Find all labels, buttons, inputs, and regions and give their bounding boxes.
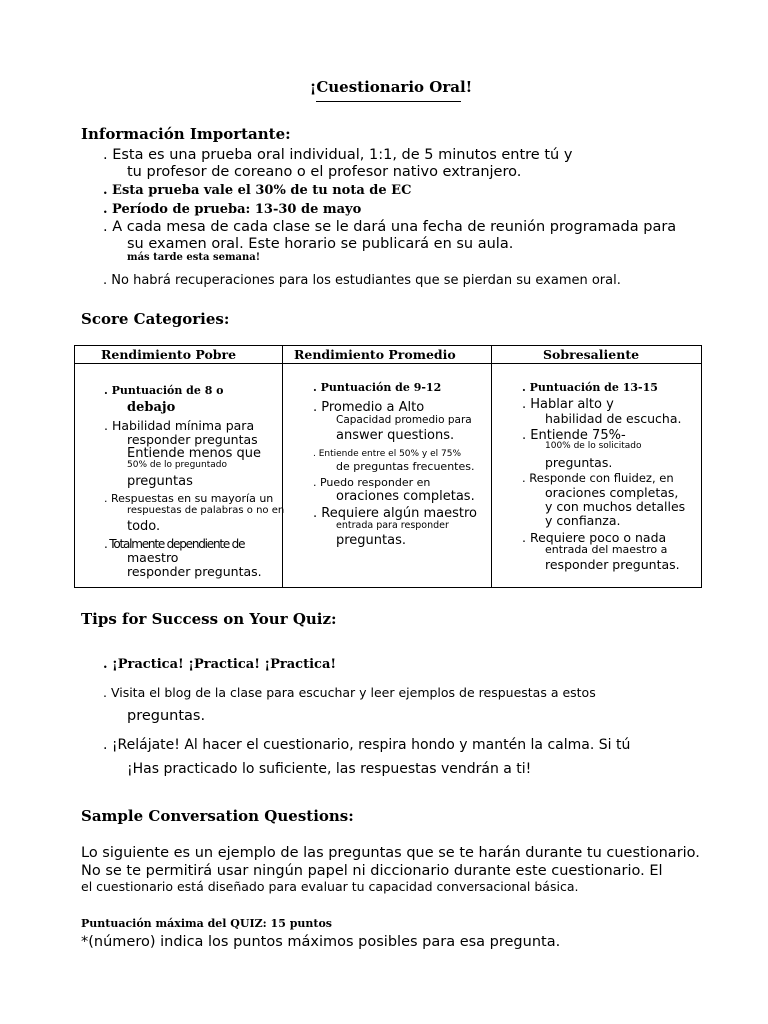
sobresaliente-line: . Puntuación de 13-15 bbox=[522, 381, 658, 394]
promedio-line: . Puntuación de 9-12 bbox=[313, 381, 442, 394]
table-col-divider bbox=[491, 346, 492, 587]
sobresaliente-line: entrada del maestro a bbox=[545, 543, 668, 556]
tips-item-3: . ¡Relájate! Al hacer el cuestionario, respira hondo y mantén la calma. Si tú bbox=[103, 737, 631, 753]
col-header-promedio: Rendimiento Promedio bbox=[294, 347, 456, 362]
sobresaliente-line: . Entiende 75%- bbox=[522, 428, 626, 443]
sample-line-1: Lo siguiente es un ejemplo de las preguntas que se te harán durante tu cuestionario. bbox=[81, 845, 700, 861]
sobresaliente-line: y con muchos detalles bbox=[545, 499, 686, 514]
points-note: *(número) indica los puntos máximos posibles para esa pregunta. bbox=[81, 934, 561, 950]
tips-item-2: . Visita el blog de la clase para escuchar y leer ejemplos de respuestas a estos bbox=[103, 685, 596, 700]
pobre-line: responder preguntas. bbox=[127, 564, 262, 579]
col-header-pobre: Rendimiento Pobre bbox=[101, 347, 237, 362]
promedio-line: . Puedo responder en bbox=[313, 476, 431, 489]
sobresaliente-line: habilidad de escucha. bbox=[545, 411, 682, 426]
sobresaliente-line: preguntas. bbox=[545, 455, 613, 470]
info-item-1: . Esta es una prueba oral individual, 1:1, de 5 minutos entre tú y bbox=[103, 147, 573, 163]
promedio-line: . Requiere algún maestro bbox=[313, 506, 477, 521]
tips-item-1: . ¡Practica! ¡Practica! ¡Practica! bbox=[103, 657, 337, 672]
sample-line-3: el cuestionario está diseñado para evaluar tu capacidad conversacional básica. bbox=[81, 879, 579, 894]
pobre-line: Entiende menos que bbox=[127, 446, 262, 461]
info-item-1-cont: tu profesor de coreano o el profesor nativo extranjero. bbox=[127, 164, 522, 180]
pobre-line: . Respuestas en su mayoría un bbox=[104, 492, 274, 505]
sobresaliente-line: y confianza. bbox=[545, 513, 621, 528]
table-header-divider bbox=[75, 363, 701, 364]
title-underline bbox=[316, 101, 461, 102]
sobresaliente-line: . Responde con fluidez, en bbox=[522, 471, 674, 485]
info-item-4-cont: su examen oral. Este horario se publicará en su aula. bbox=[127, 236, 514, 252]
promedio-line: entrada para responder bbox=[336, 520, 449, 531]
score-table bbox=[74, 345, 702, 588]
pobre-line: . Puntuación de 8 o bbox=[104, 384, 224, 397]
pobre-line: respuestas de palabras o no en bbox=[127, 505, 285, 516]
score-heading: Score Categories: bbox=[81, 310, 230, 328]
tips-item-2-cont: preguntas. bbox=[127, 708, 206, 724]
max-score: Puntuación máxima del QUIZ: 15 puntos bbox=[81, 917, 332, 930]
pobre-line: . Totalmente dependiente de bbox=[104, 537, 245, 551]
sample-line-2: No se te permitirá usar ningún papel ni diccionario durante este cuestionario. El bbox=[81, 863, 663, 879]
promedio-line: de preguntas frecuentes. bbox=[336, 460, 475, 473]
sobresaliente-line: . Requiere poco o nada bbox=[522, 530, 667, 545]
info-item-4: . A cada mesa de cada clase se le dará una fecha de reunión programada para bbox=[103, 219, 677, 235]
promedio-line: oraciones completas. bbox=[336, 489, 475, 504]
sobresaliente-line: 100% de lo solicitado bbox=[545, 441, 642, 451]
promedio-line: answer questions. bbox=[336, 428, 455, 443]
sample-heading: Sample Conversation Questions: bbox=[81, 807, 354, 825]
tips-item-3-cont: ¡Has practicado lo suficiente, las respuestas vendrán a ti! bbox=[127, 761, 532, 777]
promedio-line: Capacidad promedio para bbox=[336, 414, 472, 426]
pobre-line: debajo bbox=[127, 400, 176, 415]
tips-heading: Tips for Success on Your Quiz: bbox=[81, 610, 337, 628]
pobre-line: preguntas bbox=[127, 474, 193, 489]
page-title: ¡Cuestionario Oral! bbox=[309, 78, 473, 96]
sobresaliente-line: responder preguntas. bbox=[545, 557, 680, 572]
col-header-sobresaliente: Sobresaliente bbox=[543, 347, 640, 362]
pobre-line: 50% de lo preguntado bbox=[127, 460, 227, 470]
sobresaliente-line: oraciones completas, bbox=[545, 485, 679, 500]
info-item-5: . No habrá recuperaciones para los estudiantes que se pierdan su examen oral. bbox=[103, 273, 621, 288]
promedio-line: . Entiende entre el 50% y el 75% bbox=[313, 449, 462, 459]
sobresaliente-line: . Hablar alto y bbox=[522, 397, 614, 412]
table-col-divider bbox=[282, 346, 283, 587]
pobre-line: maestro bbox=[127, 550, 179, 565]
info-item-2: . Esta prueba vale el 30% de tu nota de EC bbox=[103, 183, 412, 198]
info-item-3: . Período de prueba: 13-30 de mayo bbox=[103, 202, 362, 217]
info-heading: Información Importante: bbox=[81, 125, 291, 143]
pobre-line: . Habilidad mínima para bbox=[104, 418, 255, 433]
pobre-line: todo. bbox=[127, 519, 161, 534]
promedio-line: . Promedio a Alto bbox=[313, 400, 425, 415]
pobre-line: responder preguntas bbox=[127, 432, 258, 447]
info-item-4-note: más tarde esta semana! bbox=[127, 252, 261, 263]
promedio-line: preguntas. bbox=[336, 533, 407, 548]
